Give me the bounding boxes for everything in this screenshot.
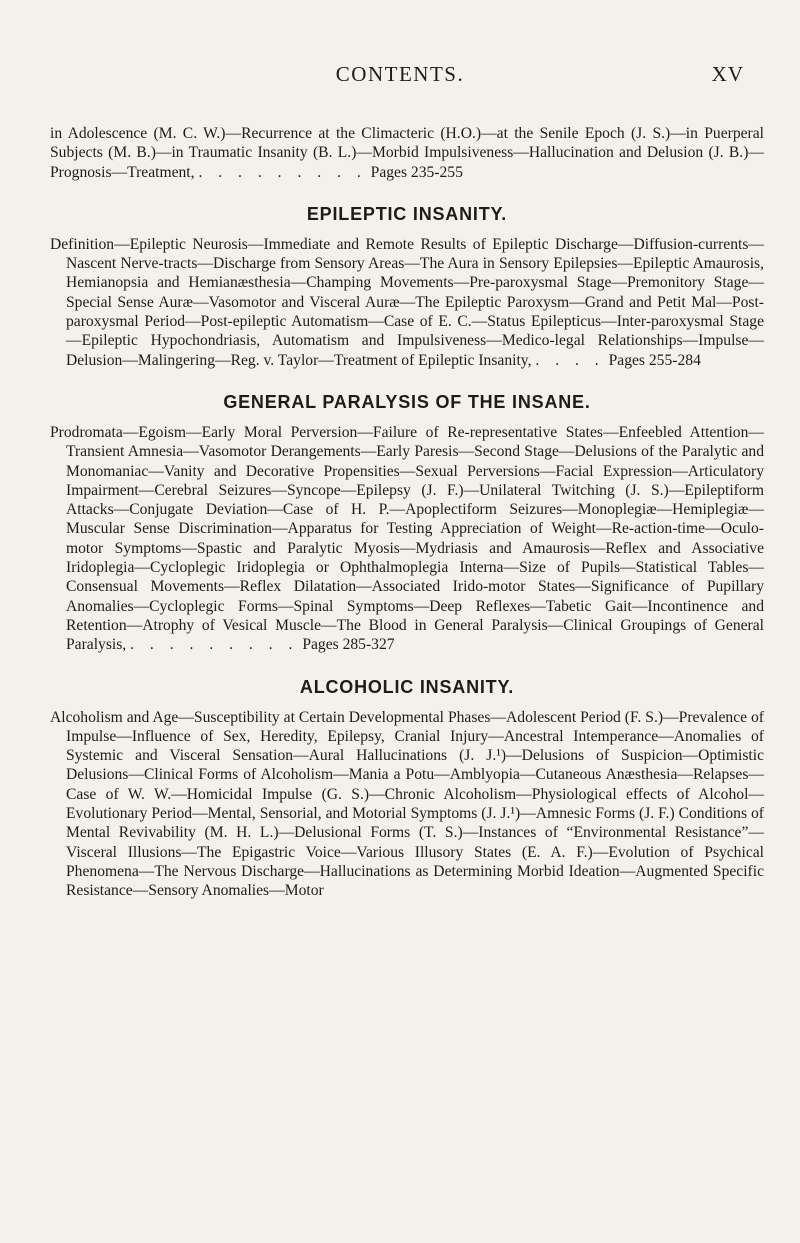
section-text-epileptic: Definition—Epileptic Neurosis—Immediate and Remote Results of Epileptic Discharge—Diffusion-currents—Nascent Nerve-tracts—Discharge from Sensory Areas—The Aura in Sensory Epilepsies—Epileptic Amaurosis, Hemianopsia and Hemianæsthesia—Champing Movements—Pre-paroxysmal Stage—Premonitory Stage—Special Sense Auræ—Vasomotor and Visceral Auræ—The Epileptic Paroxysm—Grand and Petit Mal—Post-paroxysmal Period—Post-epileptic Automatism—Case of E. C.—Status Epilepticus—Inter-paroxysmal Stage—Epileptic Hypochondriasis, Automatism and Impulsiveness—Medico-legal Relationships—Impulse—Delusion—Malingering—Reg. v. Taylor—Treatment of Epileptic Insanity,: [50, 235, 764, 369]
contents-body: [50, 124, 764, 901]
section-title-epileptic: EPILEPTIC INSANITY.: [306, 203, 508, 224]
running-head: [0, 62, 800, 92]
section-text-alcoholic: Alcoholism and Age—Susceptibility at Certain Developmental Phases—Adolescent Period (F. S.)—Prevalence of Impulse—Influence of Sex, Heredity, Epilepsy, Cranial Injury—Ancestral Intemperance—Anomalies of Systemic and Visceral Sensation—Aural Hallucinations (J. J.¹)—Delusions of Suspicion—Optimistic Delusions—Clinical Forms of Alcoholism—Mania a Potu—Amblyopia—Cutaneous Anæsthesia—Relapses—Case of W. W.—Homicidal Impulse (G. S.)—Chronic Alcoholism—Physiological effects of Alcohol—Evolutionary Period—Mental, Sensorial, and Motorial Symptoms (J. J.¹)—Amnesic Forms (J. F.) Conditions of Mental Revivability (M. H. L.)—Delusional Forms (T. S.)—Instances of “Environmental Resistance”—Visceral Illusions—The Epigastric Voice—Various Illusory States (E. A. F.)—Evolution of Psychical Phenomena—The Nervous Discharge—Hallucinations as Determining Morbid Ideation—Augmented Specific Resistance—Sensory Anomalies—Motor: [50, 708, 764, 900]
section-title-alcoholic: ALCOHOLIC INSANITY.: [299, 676, 515, 697]
section-text-general-paralysis: Prodromata—Egoism—Early Moral Perversion—Failure of Re-representative States—Enfeebled Attention—Transient Amnesia—Vasomotor Derangements—Early Paresis—Second Stage—Delusions of the Paralytic and Monomaniac—Vanity and Decorative Propensities—Sexual Perversions—Facial Expression—Articulatory Impairment—Cerebral Seizures—Syncope—Epilepsy (J. F.)—Unilateral Twitching (J. S.)—Epileptiform Attacks—Conjugate Deviation—Case of H. P.—Apoplectiform Seizures—Monoplegiæ—Hemiplegiæ—Muscular Sense Discrimination—Apparatus for Testing Appreciation of Weight—Re-action-time—Oculo-motor Symptoms—Spastic and Paralytic Myosis—Mydriasis and Amaurosis—Reflex and Associative Iridoplegia—Cycloplegic Iridoplegia or Ophthalmoplegia Interna—Size of Pupils—Statistical Tables—Consensual Movements—Reflex Dilatation—Associated Irido-motor States—Significance of Pupillary Anomalies—Cycloplegic Forms—Spinal Symptoms—Deep Reflexes—Tabetic Gait—Incontinence and Retention—Atrophy of Vesical Muscle—The Blood in General Paralysis—Clinical Groupings of General Paralysis,: [50, 423, 764, 654]
intro-pages: Pages 235-255: [370, 163, 463, 181]
section-title-general-paralysis: GENERAL PARALYSIS OF THE INSANE.: [223, 391, 591, 412]
intro-text: in Adolescence (M. C. W.)—Recurrence at the Climacteric (H.O.)—at the Senile Epoch (J. S.)—in Puerperal Subjects (M. B.)—in Traumatic Insanity (B. L.)—Morbid Impulsiveness—Hallucination and Delusion (J. B.)—Prognosis—Treatment,: [50, 125, 764, 181]
running-title: CONTENTS.: [335, 62, 465, 86]
section-leader-dots-epileptic: . . . .: [535, 351, 605, 369]
intro-leader-dots: . . . . . . . . .: [198, 163, 367, 181]
section-leader-dots-general-paralysis: . . . . . . . . .: [130, 636, 299, 654]
page-number: XV: [711, 62, 744, 86]
section-entry-general-paralysis: [50, 423, 764, 655]
section-pages-general-paralysis: Pages 285-327: [302, 636, 395, 654]
intro-entry: [50, 124, 764, 182]
section-entry-epileptic: [50, 235, 764, 370]
section-pages-epileptic: Pages 255-284: [608, 351, 701, 369]
section-entry-alcoholic: [50, 708, 764, 901]
